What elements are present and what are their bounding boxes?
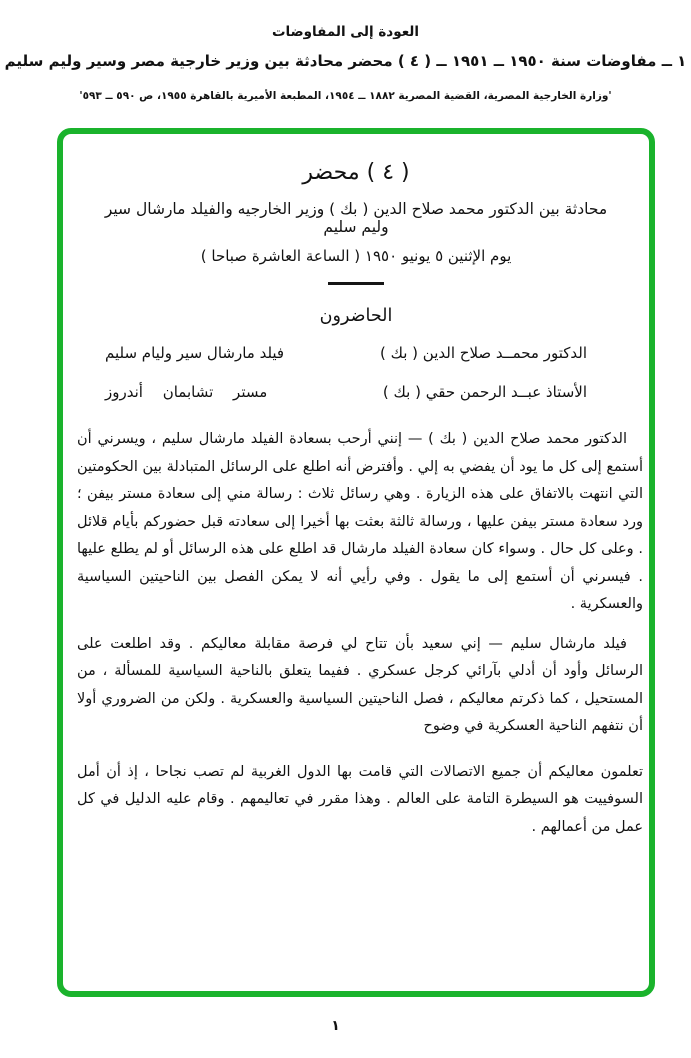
attendees-list [63,341,649,404]
paragraph-salah-el-din: الدكتور محمد صلاح الدين ( بك ) — إنني أرحب بسعادة الفيلد مارشال سليم ، ويسرني أن أستمع إلى كل ما يود أن يفضي به إلي . وأفترض أنه اطلع على الرسائل المتبادلة بين الحكومتين التي انتهت بالاتفاق على هذه الزيارة . وهي رسائل ثلاث : رسالة مني إلى سعادة مستر بيفن ؛ ورد سعادة مستر بيفن عليها ، ورسالة ثالثة بعثت بها أخيرا إلى سعادته قبل حضوركم بأيام قلائل . وعلى كل حال . وسواء كان سعادة الفيلد مارشال قد اطلع على هذه الرسائل أو لم يطلع عليها . فيسرني أن أستمع إلى ما يقول . وفي رأيي أنه لا يمكن الفصل بين الناحيتين السياسية والعسكرية . [77,431,643,612]
attendee-british-1: فيلد مارشال سير وليام سليم [105,344,285,362]
attendee-british-2: مستر تشابمان أندروز [105,383,268,401]
attendee-egyptian-1: الدكتور محمــد صلاح الدين ( بك ) [379,344,587,362]
attendee-egyptian-2: الأستاذ عبــد الرحمن حقي ( بك ) [382,383,587,401]
page-number: ١ [331,1018,340,1034]
minutes-heading: ( ٤ ) محضر [302,160,410,185]
document-title-line: ١ ــ مفاوضات سنة ١٩٥٠ ــ ١٩٥١ ــ ( ٤ ) محضر محادثة بين وزير خارجية مصر وسير وليم سليم [4,52,687,70]
minutes-date-line: يوم الإثنين ٥ يونيو ١٩٥٠ ( الساعة العاشرة صباحا ) [200,247,512,265]
paragraph-field-marshal-slim: فيلد مارشال سليم — إني سعيد بأن تتاح لي فرصة مقابلة معاليكم . وقد اطلعت على الرسائل وأود أن أدلي بآرائي كرجل عسكري . ففيما يتعلق بالناحية السياسية للمسألة ، من المستحيل ، كما ذكرتم معاليكم ، فصل الناحيتين السياسية والعسكرية . ولكن من الضروري أولا أن نتفهم الناحية العسكرية في وضوح [77,635,643,734]
minutes-subtitle: محادثة بين الدكتور محمد صلاح الدين ( بك ) وزير الخارجيه والفيلد مارشال سير وليم سليم [104,200,608,236]
section-divider [328,282,384,285]
back-to-negotiations-link[interactable] [0,24,691,40]
attendees-heading: الحاضرون [319,306,393,326]
back-to-negotiations-label[interactable]: العودة إلى المفاوضات [271,24,420,40]
document-frame [57,128,655,997]
paragraph-slim-continued: تعلمون معاليكم أن جميع الاتصالات التي قامت بها الدول الغربية لم تصب نجاحا ، إذ أن أمل السوفييت هو السيطرة التامة على العالم . وهذا مقرر في تعاليمهم . وقام عليه الدليل في كل عمل من أعمالهم . [77,763,643,835]
source-citation-line: 'وزارة الخارجية المصرية، القضية المصرية ١٨٨٢ ــ ١٩٥٤، المطبعة الأميرية بالقاهرة ١٩٥٥، ص ٥٩٠ ــ ٥٩٣' [79,90,612,102]
minutes-body [63,426,649,841]
attendee-row [105,341,587,365]
attendee-row [105,380,587,404]
